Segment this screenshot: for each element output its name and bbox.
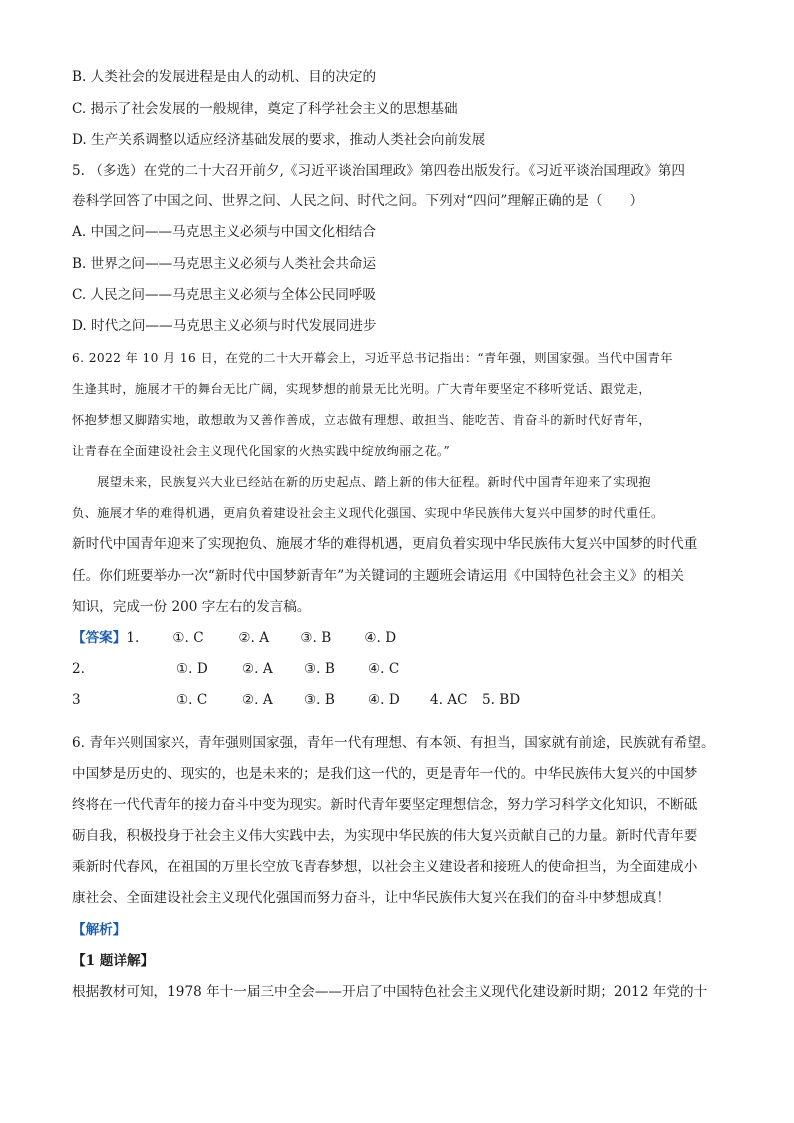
- option-d-q4: D. 生产关系调整以适应经济基础发展的要求，推动人类社会向前发展: [72, 132, 486, 148]
- question-6-material-line3: 怀抱梦想又脚踏实地，敢想敢为又善作善成，立志做有理想、敢担当、能吃苦、肯奋斗的新时代好青年，: [72, 413, 652, 427]
- answer-6-line5: 乘新时代春风，在祖国的万里长空放飞青春梦想，以社会主义建设者和接班人的使命担当，为全面建成小: [72, 859, 698, 875]
- answer-6-line3: 终将在一代代青年的接力奋斗中变为现实。新时代青年要坚定理想信念，努力学习科学文化知识，不断砥: [72, 797, 698, 813]
- answer-num: 3: [72, 692, 81, 708]
- option-c-q4: C. 揭示了社会发展的一般规律，奠定了科学社会主义的思想基础: [72, 101, 458, 117]
- answer-item: ③. B: [304, 692, 335, 708]
- question-6-material-line4: 让青春在全面建设社会主义现代化国家的火热实践中绽放绚丽之花。”: [72, 444, 451, 458]
- answer-6-line6: 康社会、全面建设社会主义现代化强国而努力奋斗，让中华民族伟大复兴在我们的奋斗中梦想成真！: [72, 890, 671, 906]
- answer-6-line2: 中国梦是历史的、现实的，也是未来的；是我们这一代的，更是青年一代的。中华民族伟大复兴的中国梦: [72, 766, 698, 782]
- answer-row-3: [72, 691, 520, 709]
- option-b-q5: B. 世界之问——马克思主义必须与人类社会共命运: [72, 256, 377, 272]
- answer-row-1: [72, 629, 426, 647]
- detail-text-line1: 根据教材可知，1978 年十一届三中全会——开启了中国特色社会主义现代化建设新时期；2012 年党的十: [72, 984, 708, 1000]
- answer-item: ④. C: [368, 661, 400, 677]
- answer-label: 【答案】: [72, 630, 127, 646]
- question-6-material-line5: 展望未来，民族复兴大业已经站在新的历史起点、踏上新的伟大征程。新时代中国青年迎来了实现抱: [72, 475, 652, 489]
- answer-num: 2.: [72, 661, 85, 677]
- analysis-label: 【解析】: [72, 922, 127, 938]
- answer-item: 5. BD: [482, 692, 521, 708]
- answer-item: ④. D: [368, 692, 400, 708]
- question-5-stem-line2: 卷科学回答了中国之问、世界之问、人民之问、时代之问。下列对“四问”理解正确的是（ ）: [72, 193, 644, 209]
- answer-item: ③. B: [300, 630, 332, 646]
- answer-6-line1: 6. 青年兴则国家兴，青年强则国家强，青年一代有理想、有本领、有担当，国家就有前途，民族就有希望。: [72, 735, 715, 751]
- question-6-material-line2: 生逢其时，施展才干的舞台无比广阔，实现梦想的前景无比光明。广大青年要坚定不移听党话、跟党走，: [72, 382, 652, 396]
- question-6-task-line1: 新时代中国青年迎来了实现抱负、施展才华的难得机遇，更肩负着实现中华民族伟大复兴中国梦的时代重: [72, 536, 698, 552]
- question-6-task-line2: 任。你们班要举办一次“新时代中国梦新青年”为关键词的主题班会请运用《中国特色社会主义》的相关: [72, 568, 685, 584]
- question-6-task-line3: 知识，完成一份 200 字左右的发言稿。: [72, 599, 311, 615]
- option-d-q5: D. 时代之问——马克思主义必须与时代发展同进步: [72, 318, 377, 334]
- question-6-material-line6: 负、施展才华的难得机遇，更肩负着建设社会主义现代化强国、实现中华民族伟大复兴中国梦的时代重任。: [72, 506, 664, 520]
- answer-item: ①. D: [176, 661, 208, 677]
- answer-item: ②. A: [242, 661, 273, 677]
- answer-item: ①. C: [176, 692, 208, 708]
- question-5-stem-line1: 5. （多选）在党的二十大召开前夕,《习近平谈治国理政》第四卷出版发行。《习近平谈治国理政》第四: [72, 163, 685, 179]
- answer-row-2: [72, 660, 430, 678]
- option-c-q5: C. 人民之问——马克思主义必须与全体公民同呼吸: [72, 287, 377, 303]
- question-6-material-line1: 6. 2022 年 10 月 16 日，在党的二十大开幕会上，习近平总书记指出：“青年强，则国家强。当代中国青年: [72, 351, 673, 365]
- answer-item: ②. A: [242, 692, 273, 708]
- answer-num: 1.: [126, 630, 140, 646]
- answer-item: ③. B: [304, 661, 335, 677]
- option-a-q5: A. 中国之问——马克思主义必须与中国文化相结合: [72, 224, 376, 240]
- detail-label: 【1 题详解】: [72, 953, 155, 969]
- answer-item: 4. AC: [430, 692, 468, 708]
- answer-6-line4: 砺自我，积极投身于社会主义伟大实践中去，为实现中华民族的伟大复兴贡献自己的力量。新时代青年要: [72, 828, 698, 844]
- answer-item: ④. D: [364, 630, 397, 646]
- option-b-q4: B. 人类社会的发展进程是由人的动机、目的决定的: [72, 69, 377, 85]
- answer-item: ①. C: [172, 630, 204, 646]
- answer-item: ②. A: [238, 630, 270, 646]
